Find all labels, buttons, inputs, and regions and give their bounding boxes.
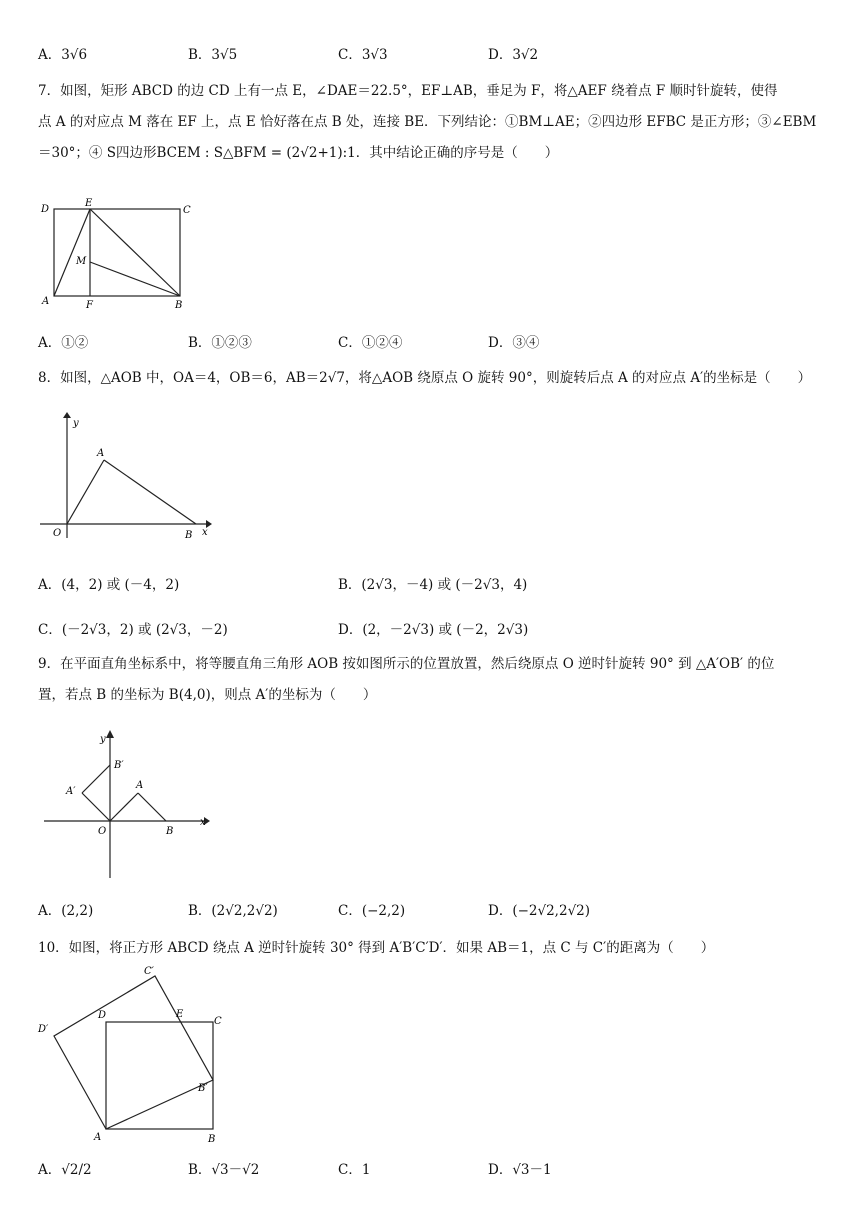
q8-figure: [36, 408, 216, 542]
q8-stem: [38, 363, 828, 394]
q9-label-b-prime: B′: [114, 760, 124, 771]
q8-label-o: O: [53, 528, 62, 539]
q7-option-c[interactable]: C．①②④: [338, 335, 403, 351]
q9-label-b: B: [166, 826, 174, 837]
q9-option-a[interactable]: A．(2,2): [38, 903, 94, 919]
q8-label-x: x: [202, 527, 208, 538]
q7-option-d[interactable]: D．③④: [488, 335, 540, 351]
q9-option-b[interactable]: B．(2√2,2√2): [188, 903, 278, 919]
q9-figure: [40, 726, 220, 882]
q6-option-c[interactable]: C．3√3: [338, 47, 388, 63]
q10-stem: [38, 933, 828, 964]
q10-option-d[interactable]: D．√3－1: [488, 1162, 552, 1178]
q8-option-b[interactable]: B．(2√3，－4) 或 (－2√3，4): [338, 577, 528, 593]
q7-option-b[interactable]: B．①②③: [188, 335, 252, 351]
q10-line-1: 10．如图，将正方形 ABCD 绕点 A 逆时针旋转 30° 得到 A′B′C′D′．如果 AB＝1，点 C 与 C′的距离为（ ）: [38, 940, 715, 956]
q7-stem: [38, 76, 828, 169]
q7-label-b: B: [175, 300, 183, 311]
q10-label-e: E: [176, 1009, 184, 1020]
q7-line-2: 点 A 的对应点 M 落在 EF 上，点 E 恰好落在点 B 处，连接 BE．下列结论：①BM⊥AE；②四边形 EFBC 是正方形；③∠EBM: [38, 114, 817, 130]
q8-label-y: y: [73, 418, 79, 429]
q9-line-1: 9．在平面直角坐标系中，将等腰直角三角形 AOB 按如图所示的位置放置，然后绕原点 O 逆时针旋转 90° 到 △A′OB′ 的位: [38, 656, 775, 672]
q9-option-d[interactable]: D．(−2√2,2√2): [488, 903, 591, 919]
q7-label-f: F: [86, 300, 93, 311]
q9-label-y: y: [100, 734, 106, 745]
q7-label-d: D: [41, 204, 50, 215]
q8-label-b: B: [185, 530, 193, 541]
q6-option-d[interactable]: D．3√2: [488, 47, 539, 63]
q10-label-c-prime: C′: [144, 966, 154, 977]
q10-label-d-prime: D′: [38, 1024, 49, 1035]
q10-label-a: A: [94, 1132, 102, 1143]
q8-option-a[interactable]: A．(4，2) 或 (－4，2): [38, 577, 180, 593]
q10-label-c: C: [214, 1016, 222, 1027]
q8-option-c[interactable]: C．(－2√3，2) 或 (2√3，－2): [38, 622, 228, 638]
q9-label-o: O: [98, 826, 107, 837]
q10-label-b: B: [208, 1134, 216, 1145]
q10-label-d: D: [98, 1010, 107, 1021]
q10-label-b-prime: B′: [198, 1083, 208, 1094]
q7-label-a: A: [42, 296, 50, 307]
q6-option-a[interactable]: A．3√6: [38, 47, 88, 63]
q8-line-1: 8．如图，△AOB 中，OA＝4，OB＝6，AB＝2√7，将△AOB 绕原点 O 旋转 90°，则旋转后点 A 的对应点 A′的坐标是（ ）: [38, 370, 812, 386]
q9-option-c[interactable]: C．(−2,2): [338, 903, 406, 919]
q10-option-b[interactable]: B．√3－√2: [188, 1162, 260, 1178]
q7-line-3: ＝30°；④ S四边形BCEM : S△BFM = (2√2+1):1．其中结论正确的序号是（ ）: [38, 145, 559, 161]
q6-option-b[interactable]: B．3√5: [188, 47, 238, 63]
q9-stem: [38, 649, 828, 711]
q10-option-a[interactable]: A．√2/2: [38, 1162, 92, 1178]
q7-label-m: M: [76, 256, 87, 267]
q10-figure: [34, 962, 234, 1148]
q7-line-1: 7．如图，矩形 ABCD 的边 CD 上有一点 E，∠DAE＝22.5°，EF⊥AB，垂足为 F，将△AEF 绕着点 F 顺时针旋转，使得: [38, 83, 778, 99]
q9-label-a-prime: A′: [66, 786, 76, 797]
q9-line-2: 置，若点 B 的坐标为 B(4,0)，则点 A′的坐标为（ ）: [38, 687, 377, 703]
q8-option-d[interactable]: D．(2，－2√3) 或 (－2，2√3): [338, 622, 529, 638]
q7-figure: [36, 196, 196, 312]
q8-label-a: A: [97, 448, 105, 459]
q7-label-e: E: [85, 198, 93, 209]
q7-option-a[interactable]: A．①②: [38, 335, 89, 351]
q10-option-c[interactable]: C．1: [338, 1162, 371, 1178]
q9-label-x: x: [200, 817, 206, 828]
q7-label-c: C: [183, 205, 191, 216]
q9-label-a: A: [136, 780, 144, 791]
